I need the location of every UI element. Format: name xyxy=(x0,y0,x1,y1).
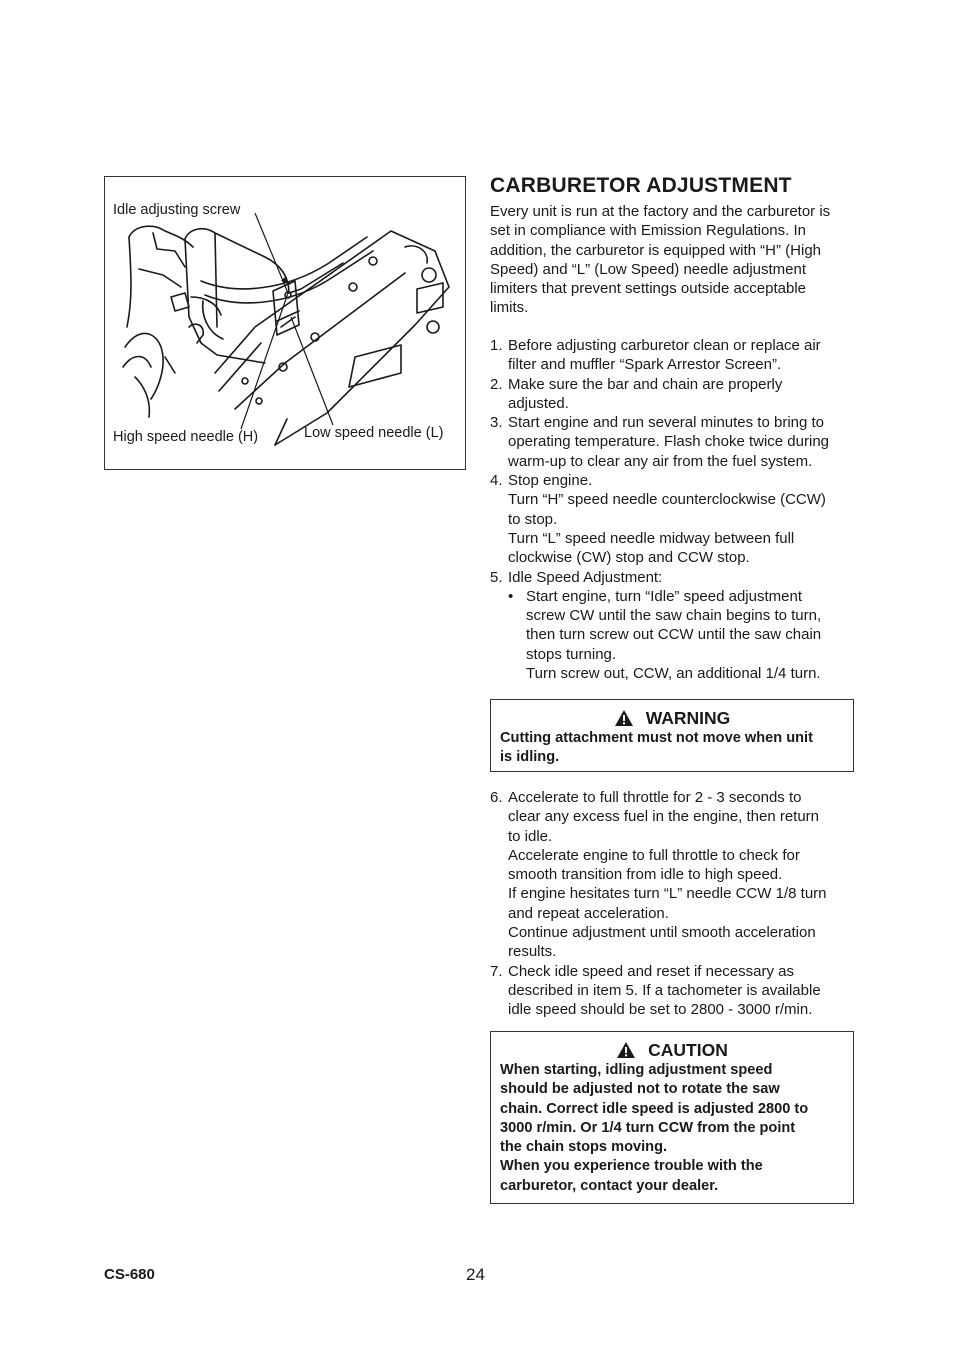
step-number: 4. xyxy=(490,472,503,490)
warning-triangle-icon xyxy=(616,1041,636,1059)
text-line: screw CW until the saw chain begins to turn, xyxy=(526,607,822,625)
step-number: 2. xyxy=(490,375,503,393)
caution-text xyxy=(500,1061,844,1196)
step-number: 5. xyxy=(490,568,503,586)
bullet-item xyxy=(508,587,856,683)
warning-title: WARNING xyxy=(645,708,731,728)
text-line: set in compliance with Emission Regulations. In xyxy=(490,222,806,240)
text-line: When starting, idling adjustment speed xyxy=(500,1062,773,1078)
text-line: limiters that prevent settings outside acceptable xyxy=(490,280,807,298)
text-line: the chain stops moving. xyxy=(500,1139,668,1156)
model-number: CS-680 xyxy=(104,1266,155,1283)
list-item xyxy=(490,413,856,471)
caution-title: CAUTION xyxy=(648,1040,728,1060)
text-line: Idle Speed Adjustment: xyxy=(508,568,663,586)
text-line: should be adjusted not to rotate the saw xyxy=(500,1081,780,1098)
text-line: Accelerate to full throttle for 2 - 3 seconds to xyxy=(508,789,802,806)
step-number: 1. xyxy=(490,337,503,354)
warning-box xyxy=(490,699,854,772)
text-line: Turn “H” speed needle counterclockwise (CCW) xyxy=(508,491,826,509)
text-line: Turn screw out, CCW, an additional 1/4 turn. xyxy=(526,665,821,683)
text-line: results. xyxy=(508,943,557,961)
text-line: addition, the carburetor is equipped with “H” (High xyxy=(490,241,822,259)
text-line: is idling. xyxy=(500,749,560,766)
text-line: Before adjusting carburetor clean or replace air xyxy=(508,337,821,354)
warning-triangle-icon xyxy=(614,709,634,727)
text-line: filter and muffler “Spark Arrestor Screen”. xyxy=(508,356,782,374)
text-line: smooth transition from idle to high speed. xyxy=(508,866,783,884)
intro-paragraph xyxy=(490,202,856,318)
text-line: If engine hesitates turn “L” needle CCW 1/8 turn xyxy=(508,885,827,903)
text-line: Make sure the bar and chain are properly xyxy=(508,375,783,393)
text-line: Cutting attachment must not move when unit xyxy=(500,730,813,746)
text-line: clear any excess fuel in the engine, then return xyxy=(508,808,820,826)
text-line: Stop engine. xyxy=(508,472,593,490)
text-line: described in item 5. If a tachometer is available xyxy=(508,981,821,999)
list-item xyxy=(490,471,856,567)
caution-header xyxy=(500,1040,844,1060)
warning-text xyxy=(500,729,844,768)
list-item xyxy=(490,375,856,414)
list-item xyxy=(490,568,856,684)
step-number: 3. xyxy=(490,414,503,432)
text-line: When you experience trouble with the xyxy=(500,1158,763,1175)
section-title: CARBURETOR ADJUSTMENT xyxy=(490,174,792,197)
step-number: 6. xyxy=(490,789,503,806)
text-line: Check idle speed and reset if necessary as xyxy=(508,962,794,980)
idle-screw-label: Idle adjusting screw xyxy=(113,202,241,218)
text-line: operating temperature. Flash choke twice during xyxy=(508,433,830,451)
list-item xyxy=(490,788,856,962)
text-line: Continue adjustment until smooth acceleration xyxy=(508,924,816,942)
text-line: chain. Correct idle speed is adjusted 2800 to xyxy=(500,1100,809,1117)
text-line: and repeat acceleration. xyxy=(508,904,669,922)
low-needle-label: Low speed needle (L) xyxy=(304,425,444,441)
text-line: Start engine, turn “Idle” speed adjustment xyxy=(526,587,802,605)
list-item xyxy=(490,336,856,375)
warning-header xyxy=(500,708,844,728)
text-line: idle speed should be set to 2800 - 3000 r/min. xyxy=(508,1001,813,1019)
high-needle-label: High speed needle (H) xyxy=(113,429,259,445)
text-line: carburetor, contact your dealer. xyxy=(500,1177,719,1194)
bullet-symbol: • xyxy=(508,587,514,605)
text-line: clockwise (CW) stop and CCW stop. xyxy=(508,549,750,567)
text-line: Accelerate engine to full throttle to check for xyxy=(508,846,800,864)
step-number: 7. xyxy=(490,962,503,980)
text-line: limits. xyxy=(490,299,529,317)
steps-list-part-1 xyxy=(490,336,856,683)
text-line: Turn “L” speed needle midway between full xyxy=(508,529,795,547)
text-line: to idle. xyxy=(508,827,553,845)
text-line: 3000 r/min. Or 1/4 turn CCW from the point xyxy=(500,1119,796,1136)
text-line: Start engine and run several minutes to bring to xyxy=(508,414,825,432)
caution-box xyxy=(490,1031,854,1204)
list-item xyxy=(490,962,856,1020)
page-number: 24 xyxy=(466,1265,485,1284)
text-line: stops turning. xyxy=(526,645,617,663)
text-line: then turn screw out CCW until the saw chain xyxy=(526,626,822,644)
steps-list-part-2 xyxy=(490,788,856,1020)
text-line: Speed) and “L” (Low Speed) needle adjustment xyxy=(490,260,807,278)
text-line: warm-up to clear any air from the fuel system. xyxy=(508,452,813,470)
text-line: to stop. xyxy=(508,510,558,528)
text-line: Every unit is run at the factory and the carburetor is xyxy=(490,203,831,220)
text-line: adjusted. xyxy=(508,394,569,412)
carburetor-figure xyxy=(104,176,466,470)
